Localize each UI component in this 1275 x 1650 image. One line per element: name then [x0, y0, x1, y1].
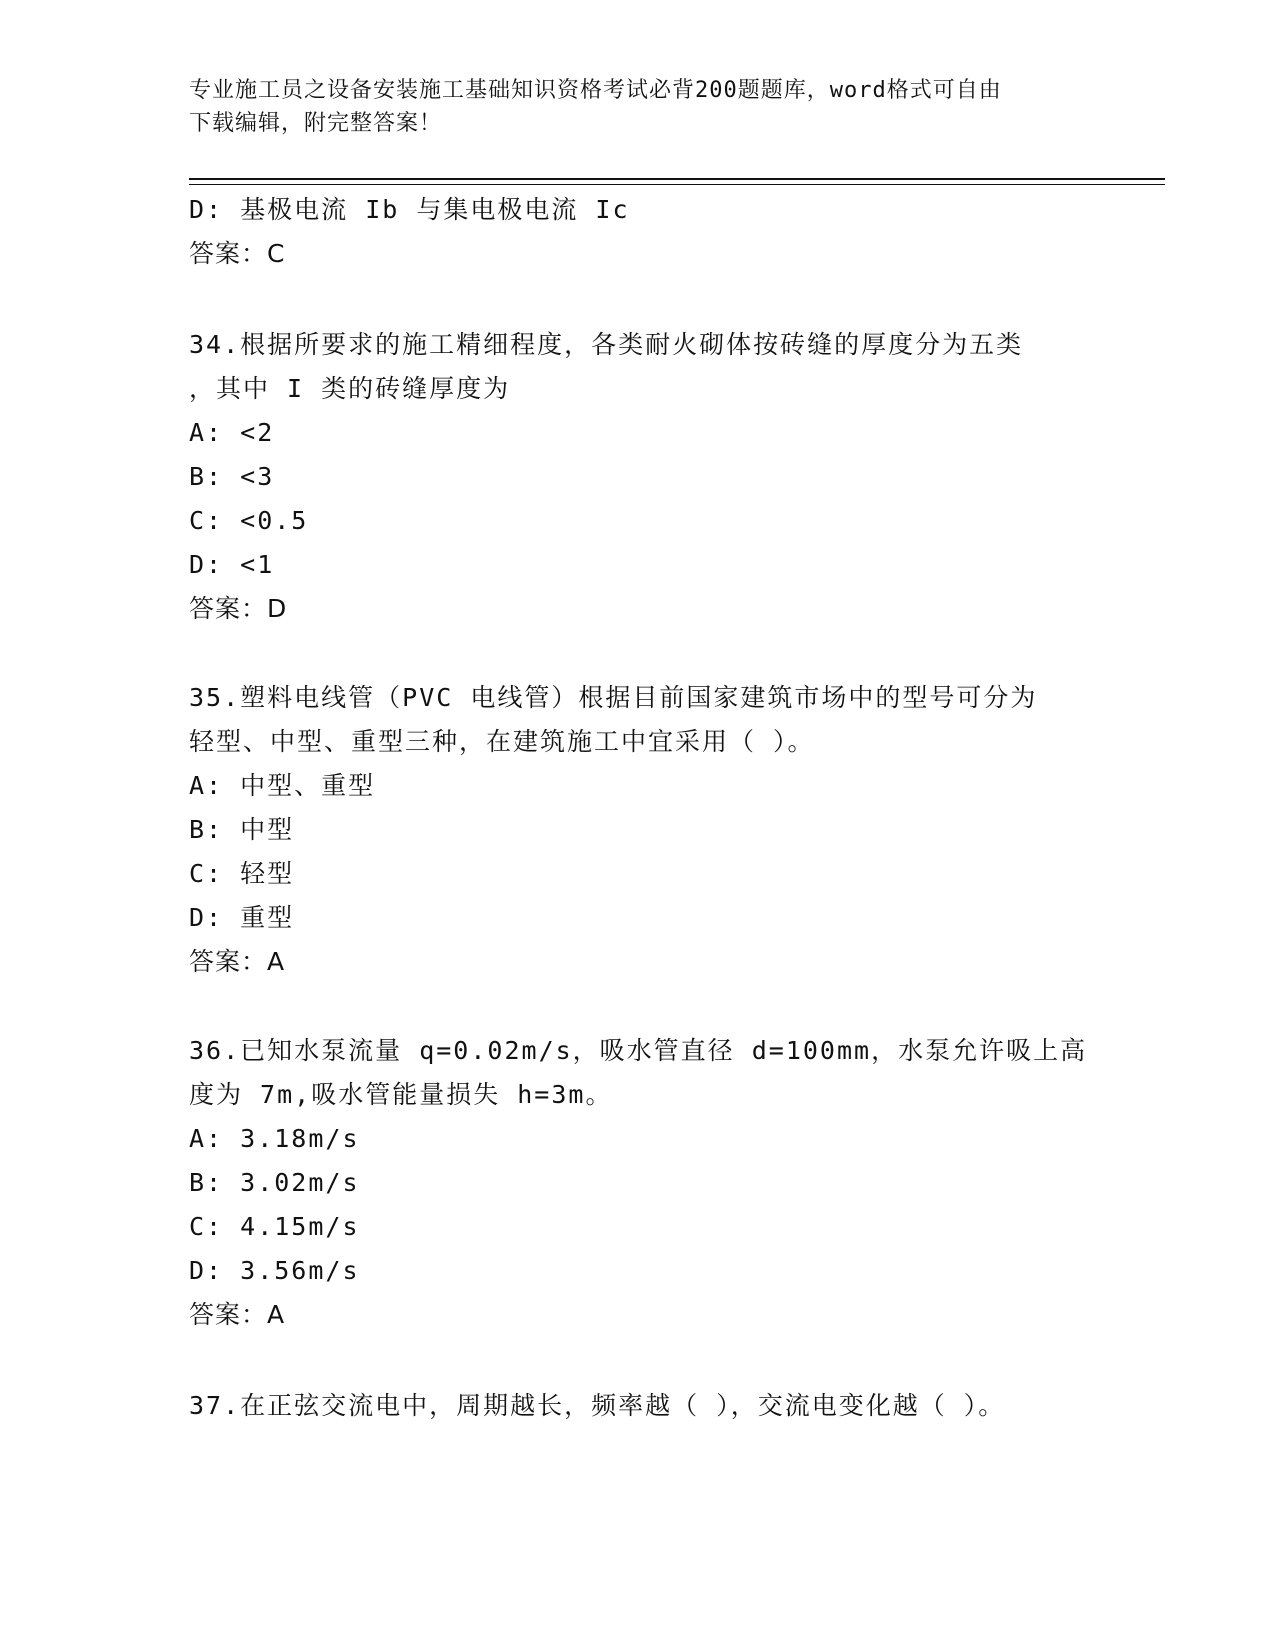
q34-option-d: D: <1	[189, 550, 275, 579]
q34-stem-line-2: ，其中 I 类的砖缝厚度为	[189, 374, 511, 403]
q36-stem-line-1: 36.已知水泵流量 q=0.02m/s，吸水管直径 d=100mm，水泵允许吸上高	[189, 1036, 1088, 1065]
q36-option-c: C: 4.15m/s	[189, 1212, 360, 1241]
q33-option-d: D: 基极电流 Ib 与集电极电流 Ic	[189, 195, 630, 224]
q36-option-a: A: 3.18m/s	[189, 1124, 360, 1153]
q34-answer: 答案：D	[189, 594, 288, 623]
header-divider-thick	[189, 178, 1165, 180]
q35-option-d: D: 重型	[189, 903, 295, 932]
header-line-2: 下载编辑，附完整答案！	[189, 111, 443, 136]
q35-option-a: A: 中型、重型	[189, 771, 376, 800]
document-header	[189, 74, 1089, 140]
q35-stem-line-1: 35.塑料电线管（PVC 电线管）根据目前国家建筑市场中的型号可分为	[189, 683, 1038, 712]
q37-stem-line-1: 37.在正弦交流电中，周期越长，频率越（ ），交流电变化越（ ）。	[189, 1391, 1006, 1420]
q34-option-b: B: <3	[189, 462, 275, 491]
q36-option-d: D: 3.56m/s	[189, 1256, 360, 1285]
q36-stem-line-2: 度为 7m,吸水管能量损失 h=3m。	[189, 1080, 613, 1109]
q33-answer: 答案：C	[189, 239, 286, 268]
q34-stem-line-1: 34.根据所要求的施工精细程度，各类耐火砌体按砖缝的厚度分为五类	[189, 330, 1024, 359]
q35-stem-line-2: 轻型、中型、重型三种，在建筑施工中宜采用（ ）。	[189, 727, 815, 756]
q34-option-c: C: <0.5	[189, 506, 309, 535]
header-divider-thin	[189, 184, 1165, 185]
q36-answer: 答案：A	[189, 1300, 286, 1329]
header-line-1: 专业施工员之设备安装施工基础知识资格考试必背200题题库，word格式可自由	[189, 78, 1002, 103]
q35-option-c: C: 轻型	[189, 859, 295, 888]
q35-answer: 答案：A	[189, 947, 286, 976]
q36-option-b: B: 3.02m/s	[189, 1168, 360, 1197]
q34-option-a: A: <2	[189, 418, 275, 447]
q35-option-b: B: 中型	[189, 815, 295, 844]
